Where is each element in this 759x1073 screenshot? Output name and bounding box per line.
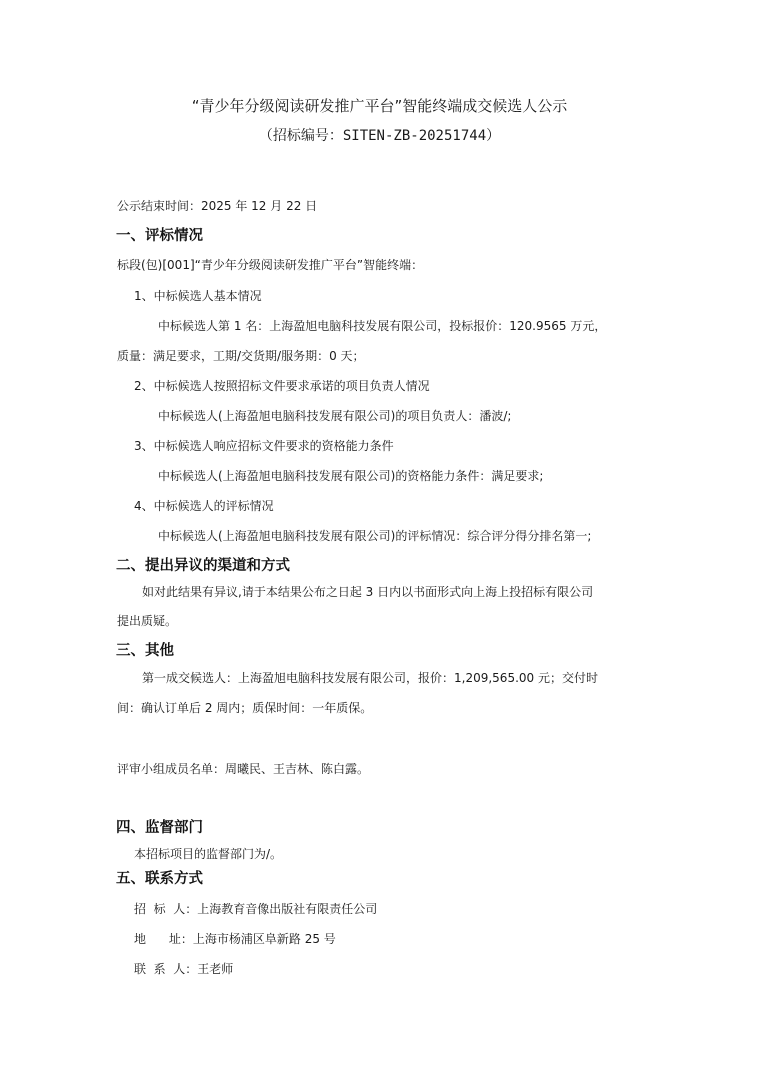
objection-line-2: 提出质疑。 <box>117 614 178 628</box>
item-1-title: 1、中标候选人基本情况 <box>134 289 262 303</box>
announcement-end-time: 公示结束时间：2025 年 12 月 22 日 <box>117 199 318 213</box>
item-4-title: 4、中标候选人的评标情况 <box>134 499 274 513</box>
contact-address: 地 址：上海市杨浦区阜新路 25 号 <box>134 932 336 946</box>
objection-line-1: 如对此结果有异议,请于本结果公布之日起 3 日内以书面形式向上海上投招标有限公司 <box>142 585 594 599</box>
section-heading-supervision: 四、监督部门 <box>116 820 203 836</box>
section-heading-evaluation: 一、评标情况 <box>116 228 203 244</box>
section-heading-other: 三、其他 <box>116 643 174 659</box>
section-heading-objection: 二、提出异议的渠道和方式 <box>116 558 290 574</box>
item-3-title: 3、中标候选人响应招标文件要求的资格能力条件 <box>134 439 394 453</box>
item-2-line: 中标候选人(上海盈旭电脑科技发展有限公司)的项目负责人：潘波/; <box>158 409 512 423</box>
item-3-line: 中标候选人(上海盈旭电脑科技发展有限公司)的资格能力条件：满足要求; <box>158 469 544 483</box>
review-panel-members: 评审小组成员名单：周曦民、王吉林、陈白露。 <box>117 762 370 776</box>
other-line-1: 第一成交候选人：上海盈旭电脑科技发展有限公司，报价：1,209,565.00 元；交付时 <box>142 671 598 685</box>
section-heading-contact: 五、联系方式 <box>116 871 203 887</box>
item-1-line-2: 质量：满足要求，工期/交货期/服务期：0 天； <box>117 349 365 363</box>
item-4-line: 中标候选人(上海盈旭电脑科技发展有限公司)的评标情况：综合评分得分排名第一; <box>158 529 592 543</box>
contact-tenderer: 招 标 人：上海教育音像出版社有限责任公司 <box>134 902 378 916</box>
item-2-title: 2、中标候选人按照招标文件要求承诺的项目负责人情况 <box>134 379 430 393</box>
other-line-2: 间：确认订单后 2 周内；质保时间：一年质保。 <box>117 701 373 715</box>
lot-description: 标段(包)[001]“青少年分级阅读研发推广平台”智能终端： <box>117 258 424 272</box>
contact-person: 联 系 人：王老师 <box>134 962 234 976</box>
item-1-line-1: 中标候选人第 1 名：上海盈旭电脑科技发展有限公司，投标报价：120.9565 万元， <box>158 319 607 333</box>
supervision-line: 本招标项目的监督部门为/。 <box>134 847 283 861</box>
document-title: “青少年分级阅读研发推广平台”智能终端成交候选人公示 <box>191 97 568 115</box>
tender-number: （招标编号：SITEN-ZB-20251744） <box>258 128 501 144</box>
